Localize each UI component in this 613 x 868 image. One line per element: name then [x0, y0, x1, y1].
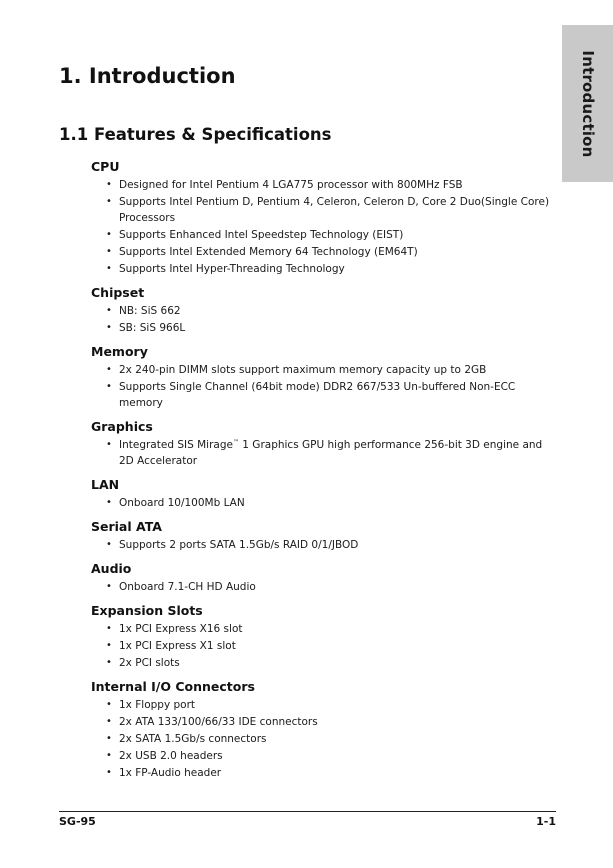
spec-item — [91, 731, 556, 747]
bullet-icon: • — [106, 179, 112, 190]
spec-group — [91, 518, 556, 553]
spec-item-list — [91, 362, 556, 411]
bullet-icon: • — [106, 767, 112, 778]
spec-item-list — [91, 579, 556, 595]
spec-item-text: SB: SiS 966L — [119, 322, 186, 334]
spec-item-text: Supports Intel Pentium D, Pentium 4, Celeron, Celeron D, Core 2 Duo(Single Core) Processors — [119, 196, 550, 224]
spec-item-list — [91, 621, 556, 671]
spec-group — [91, 284, 556, 336]
footer-page-number: 1-1 — [536, 815, 556, 828]
trademark-mark: ™ — [232, 439, 239, 446]
spec-item — [91, 362, 556, 378]
spec-item — [91, 655, 556, 671]
spec-group-title: Chipset — [91, 285, 145, 300]
bullet-icon: • — [106, 439, 112, 450]
spec-item — [91, 320, 556, 336]
spec-group-title: Expansion Slots — [91, 603, 203, 618]
spec-item — [91, 495, 556, 511]
spec-item-text: 1x PCI Express X1 slot — [119, 640, 236, 652]
bullet-icon: • — [106, 733, 112, 744]
chapter-title: 1. Introduction — [59, 64, 236, 88]
bullet-icon: • — [106, 381, 112, 392]
bullet-icon: • — [106, 322, 112, 333]
spec-list — [91, 158, 556, 788]
spec-group — [91, 560, 556, 595]
spec-group-title: CPU — [91, 159, 120, 174]
chapter-side-tab — [562, 25, 613, 182]
spec-item-text: 2x ATA 133/100/66/33 IDE connectors — [119, 716, 318, 728]
bullet-icon: • — [106, 716, 112, 727]
spec-item — [91, 244, 556, 260]
spec-item — [91, 579, 556, 595]
spec-group-title: Graphics — [91, 419, 153, 434]
spec-item-list — [91, 697, 556, 781]
spec-item-text: 2x 240-pin DIMM slots support maximum memory capacity up to 2GB — [119, 364, 487, 376]
bullet-icon: • — [106, 623, 112, 634]
spec-item-list — [91, 537, 556, 553]
spec-item-text: 1x FP-Audio header — [119, 767, 222, 779]
bullet-icon: • — [106, 305, 112, 316]
spec-item-text: Onboard 7.1-CH HD Audio — [119, 581, 256, 593]
spec-item — [91, 714, 556, 730]
spec-item-list — [91, 177, 556, 277]
spec-item — [91, 697, 556, 713]
spec-item-list — [91, 303, 556, 336]
spec-item-text: Supports Enhanced Intel Speedstep Technology (EIST) — [119, 229, 404, 241]
spec-item — [91, 379, 556, 411]
spec-item — [91, 261, 556, 277]
spec-group-title: Internal I/O Connectors — [91, 679, 255, 694]
spec-group-title: LAN — [91, 477, 120, 492]
bullet-icon: • — [106, 364, 112, 375]
spec-group-title: Serial ATA — [91, 519, 162, 534]
spec-item — [91, 303, 556, 319]
side-tab-label: Introduction — [578, 49, 597, 158]
spec-item — [91, 194, 556, 226]
spec-group — [91, 158, 556, 277]
section-title: 1.1 Features & Specifications — [59, 125, 332, 144]
spec-item — [91, 177, 556, 193]
spec-item-text: Supports 2 ports SATA 1.5Gb/s RAID 0/1/JBOD — [119, 539, 359, 551]
spec-item — [91, 638, 556, 654]
spec-item-text: 1x Floppy port — [119, 699, 196, 711]
spec-item-text: NB: SiS 662 — [119, 305, 181, 317]
footer-divider — [59, 811, 556, 812]
spec-item-text: 2x SATA 1.5Gb/s connectors — [119, 733, 267, 745]
spec-item-list — [91, 437, 556, 469]
spec-item-text: Designed for Intel Pentium 4 LGA775 processor with 800MHz FSB — [119, 179, 463, 191]
spec-item-text: Integrated SIS Mirage — [119, 439, 233, 451]
footer-model: SG-95 — [59, 815, 96, 828]
spec-group — [91, 343, 556, 411]
bullet-icon: • — [106, 699, 112, 710]
bullet-icon: • — [106, 263, 112, 274]
spec-item-text: Supports Intel Hyper-Threading Technology — [119, 263, 345, 275]
spec-item — [91, 537, 556, 553]
spec-item-text: Onboard 10/100Mb LAN — [119, 497, 245, 509]
bullet-icon: • — [106, 229, 112, 240]
bullet-icon: • — [106, 246, 112, 257]
spec-item — [91, 748, 556, 764]
spec-item — [91, 621, 556, 637]
spec-item — [91, 437, 556, 469]
bullet-icon: • — [106, 497, 112, 508]
spec-item-text: 1 Graphics GPU high performance 256-bit 3D engine and 2D Accelerator — [119, 439, 543, 467]
spec-item-text: Supports Single Channel (64bit mode) DDR2 667/533 Un-buffered Non-ECC memory — [119, 381, 516, 409]
bullet-icon: • — [106, 640, 112, 651]
bullet-icon: • — [106, 750, 112, 761]
spec-group-title: Audio — [91, 561, 132, 576]
spec-group — [91, 602, 556, 671]
spec-group — [91, 678, 556, 781]
bullet-icon: • — [106, 657, 112, 668]
spec-group — [91, 476, 556, 511]
spec-item — [91, 765, 556, 781]
bullet-icon: • — [106, 539, 112, 550]
bullet-icon: • — [106, 196, 112, 207]
spec-item-text: 2x USB 2.0 headers — [119, 750, 223, 762]
spec-item-text: Supports Intel Extended Memory 64 Technology (EM64T) — [119, 246, 418, 258]
spec-item — [91, 227, 556, 243]
bullet-icon: • — [106, 581, 112, 592]
spec-item-text: 2x PCI slots — [119, 657, 180, 669]
spec-item-list — [91, 495, 556, 511]
spec-group-title: Memory — [91, 344, 148, 359]
spec-group — [91, 418, 556, 469]
spec-item-text: 1x PCI Express X16 slot — [119, 623, 243, 635]
